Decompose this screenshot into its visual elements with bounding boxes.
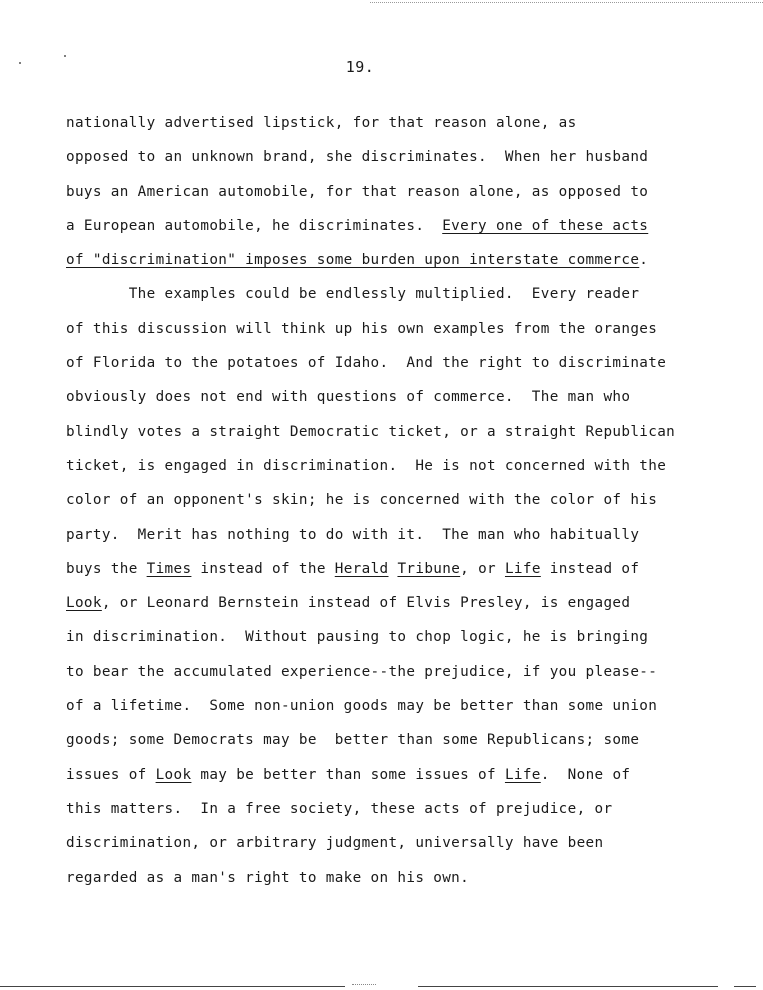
text-line (66, 314, 756, 348)
bottom-scan-edge (418, 986, 718, 987)
text-segment: of this discussion will think up his own examples from the oranges (66, 320, 658, 337)
underlined-text: Tribune (397, 560, 461, 577)
text-segment: blindly votes a straight Democratic ticket, or a straight Republican (66, 423, 676, 440)
text-segment: , or (460, 560, 505, 577)
text-line (66, 520, 756, 554)
text-segment: , or Leonard Bernstein instead of Elvis Presley, is engaged (101, 595, 631, 612)
text-line (66, 211, 756, 245)
text-segment: buys the (66, 560, 147, 577)
text-segment: party. Merit has nothing to do with it. The man who habitually (66, 526, 640, 543)
text-line (66, 794, 756, 828)
text-segment: a European automobile, he discriminates. (66, 217, 443, 234)
text-segment: opposed to an unknown brand, she discriminates. When her husband (66, 149, 649, 166)
page-number: 19. (345, 58, 375, 76)
text-line (66, 760, 756, 794)
text-line (66, 245, 756, 279)
text-segment: of Florida to the potatoes of Idaho. And the right to discriminate (66, 355, 667, 372)
text-line (66, 828, 756, 862)
text-segment: ticket, is engaged in discrimination. He is not concerned with the (66, 457, 667, 474)
text-line (66, 725, 756, 759)
text-segment: The examples could be endlessly multiplied. Every reader (66, 286, 640, 303)
text-segment: to bear the accumulated experience--the prejudice, if you please-- (66, 663, 658, 680)
underlined-text: Look (66, 595, 102, 612)
text-line (66, 485, 756, 519)
text-line (66, 691, 756, 725)
text-line (66, 142, 756, 176)
text-line (66, 588, 756, 622)
text-segment: discrimination, or arbitrary judgment, universally have been (66, 835, 604, 852)
text-segment: nationally advertised lipstick, for that reason alone, as (66, 115, 577, 131)
bottom-scan-edge (0, 986, 345, 987)
underlined-text: Herald (334, 560, 389, 577)
text-segment: of a lifetime. Some non-union goods may be better than some union (66, 698, 658, 715)
underlined-text: Life (504, 560, 541, 577)
text-segment: in discrimination. Without pausing to chop logic, he is bringing (66, 629, 649, 646)
text-segment: goods; some Democrats may be better than some Republicans; some (66, 732, 640, 749)
bottom-scan-edge (734, 986, 756, 987)
text-segment: color of an opponent's skin; he is concerned with the color of his (66, 492, 658, 509)
top-scan-edge (370, 2, 763, 3)
body-text (66, 108, 756, 897)
text-line (66, 451, 756, 485)
underlined-text: Times (146, 560, 192, 577)
text-segment: . (639, 252, 649, 269)
text-line (66, 177, 756, 211)
text-segment: may be better than some issues of (191, 766, 505, 783)
text-segment: obviously does not end with questions of commerce. The man who (66, 389, 631, 406)
text-line (66, 554, 756, 588)
text-line (66, 863, 756, 897)
text-segment: regarded as a man's right to make on his own. (66, 869, 470, 886)
underlined-text: Life (504, 766, 541, 783)
text-segment: . None of (540, 766, 631, 783)
text-line (66, 108, 756, 142)
text-line (66, 417, 756, 451)
text-segment: instead of (540, 560, 640, 577)
underlined-text: Every one of these acts (442, 217, 649, 234)
text-line (66, 279, 756, 313)
text-segment: instead of the (191, 560, 335, 577)
underlined-text: Look (155, 766, 192, 783)
text-segment: this matters. In a free society, these acts of prejudice, or (66, 800, 613, 817)
text-line (66, 657, 756, 691)
text-segment: buys an American automobile, for that reason alone, as opposed to (66, 183, 649, 200)
text-line (66, 382, 756, 416)
underlined-text: of "discrimination" imposes some burden upon interstate commerce (66, 252, 640, 269)
text-line (66, 622, 756, 656)
bottom-scan-edge (352, 984, 376, 985)
scan-speck (64, 55, 66, 57)
text-segment: issues of (66, 766, 156, 783)
text-line (66, 348, 756, 382)
